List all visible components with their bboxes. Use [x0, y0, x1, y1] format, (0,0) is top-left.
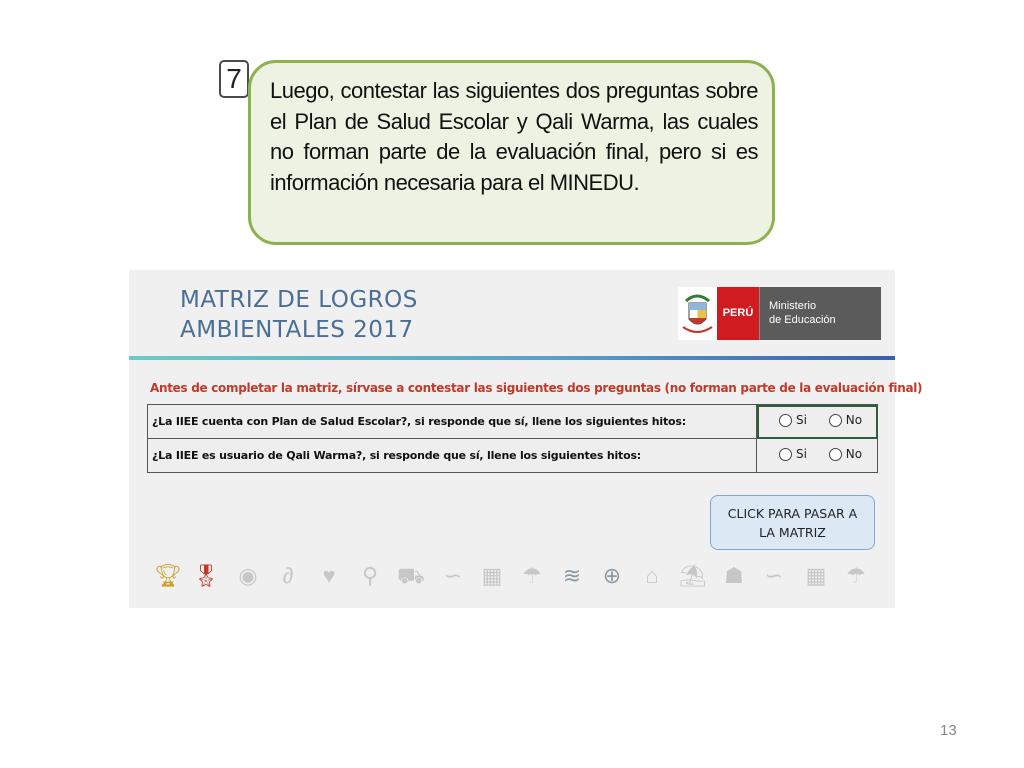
page-number: 13 — [940, 722, 957, 739]
question-2-yes-radio[interactable] — [779, 447, 807, 461]
go-to-matrix-button[interactable] — [710, 495, 875, 550]
bicycle-icon: ⚲ — [361, 563, 379, 588]
instruction-callout — [248, 60, 775, 245]
title-line-2: AMBIENTALES 2017 — [180, 317, 414, 343]
cta-line-2: LA MATRIZ — [759, 525, 826, 540]
yes-label: Si — [796, 447, 807, 462]
eye-icon: ◉ — [238, 563, 258, 588]
grid-icon: ▦ — [481, 563, 503, 588]
umbrella-icon: ☂ — [522, 563, 542, 588]
swimmer-icon: ∽ — [764, 563, 784, 588]
title-line-1: MATRIZ DE LOGROS — [180, 287, 418, 313]
table-row — [148, 405, 878, 439]
radio-circle-icon[interactable] — [779, 414, 792, 427]
globe-icon: ⊕ — [602, 563, 622, 588]
books-icon: ≋ — [562, 563, 582, 588]
ministry-label — [759, 287, 881, 340]
question-1-yes-radio[interactable] — [779, 413, 807, 427]
island-icon: ⛱ — [679, 563, 707, 588]
swimmer-icon: ∽ — [443, 563, 463, 588]
header-divider — [129, 356, 895, 360]
step-number-badge: 7 — [219, 60, 249, 98]
ministry-line-2: de Educación — [769, 314, 836, 326]
umbrella-icon: ☂ — [846, 563, 866, 588]
house-icon: ☗ — [724, 563, 744, 588]
question-2-no-radio[interactable] — [829, 447, 862, 461]
no-label: No — [845, 413, 863, 428]
no-label: No — [845, 447, 863, 462]
ministry-logo — [678, 287, 881, 340]
questions-table — [147, 404, 878, 473]
trophy-icon: 🏆︎ — [154, 563, 182, 588]
question-1-no-radio[interactable] — [829, 413, 862, 427]
radio-circle-icon[interactable] — [829, 448, 842, 461]
ministry-line-1: Ministerio — [769, 300, 817, 312]
question-2-options — [757, 439, 878, 473]
coat-of-arms-icon — [678, 287, 717, 340]
medal-icon: 🎖︎ — [192, 563, 220, 588]
notice-text: Antes de completar la matriz, sírvase a contestar las siguientes dos preguntas (no forman parte de la evaluación final) — [150, 381, 923, 395]
yes-label: Si — [796, 413, 807, 428]
question-1-text: ¿La IIEE cuenta con Plan de Salud Escolar?, si responde que sí, llene los siguientes hitos: — [148, 405, 757, 439]
heart-icon: ♥ — [322, 563, 336, 588]
cta-line-1: CLICK PARA PASAR A — [727, 506, 858, 521]
page-title — [180, 285, 418, 345]
table-row — [148, 439, 878, 473]
radio-circle-icon[interactable] — [829, 414, 842, 427]
ear-icon: ∂ — [282, 563, 294, 588]
instruction-text: Luego, contestar las siguientes dos preguntas sobre el Plan de Salud Escolar y Qali Warma, las cuales no forman parte de la evaluación final, pero si es información necesaria para el MINEDU. — [270, 78, 758, 195]
question-2-text: ¿La IIEE es usuario de Qali Warma?, si responde que sí, llene los siguientes hitos: — [148, 439, 757, 473]
grid-icon: ▦ — [805, 563, 827, 588]
question-1-options — [757, 405, 878, 439]
radio-circle-icon[interactable] — [779, 448, 792, 461]
app-screenshot — [129, 270, 923, 608]
vehicle-icon: ⛟ — [397, 563, 425, 588]
category-icon-strip — [153, 563, 873, 593]
landscape-icon: ⌂ — [645, 563, 659, 588]
peru-label: PERÚ — [717, 287, 759, 340]
